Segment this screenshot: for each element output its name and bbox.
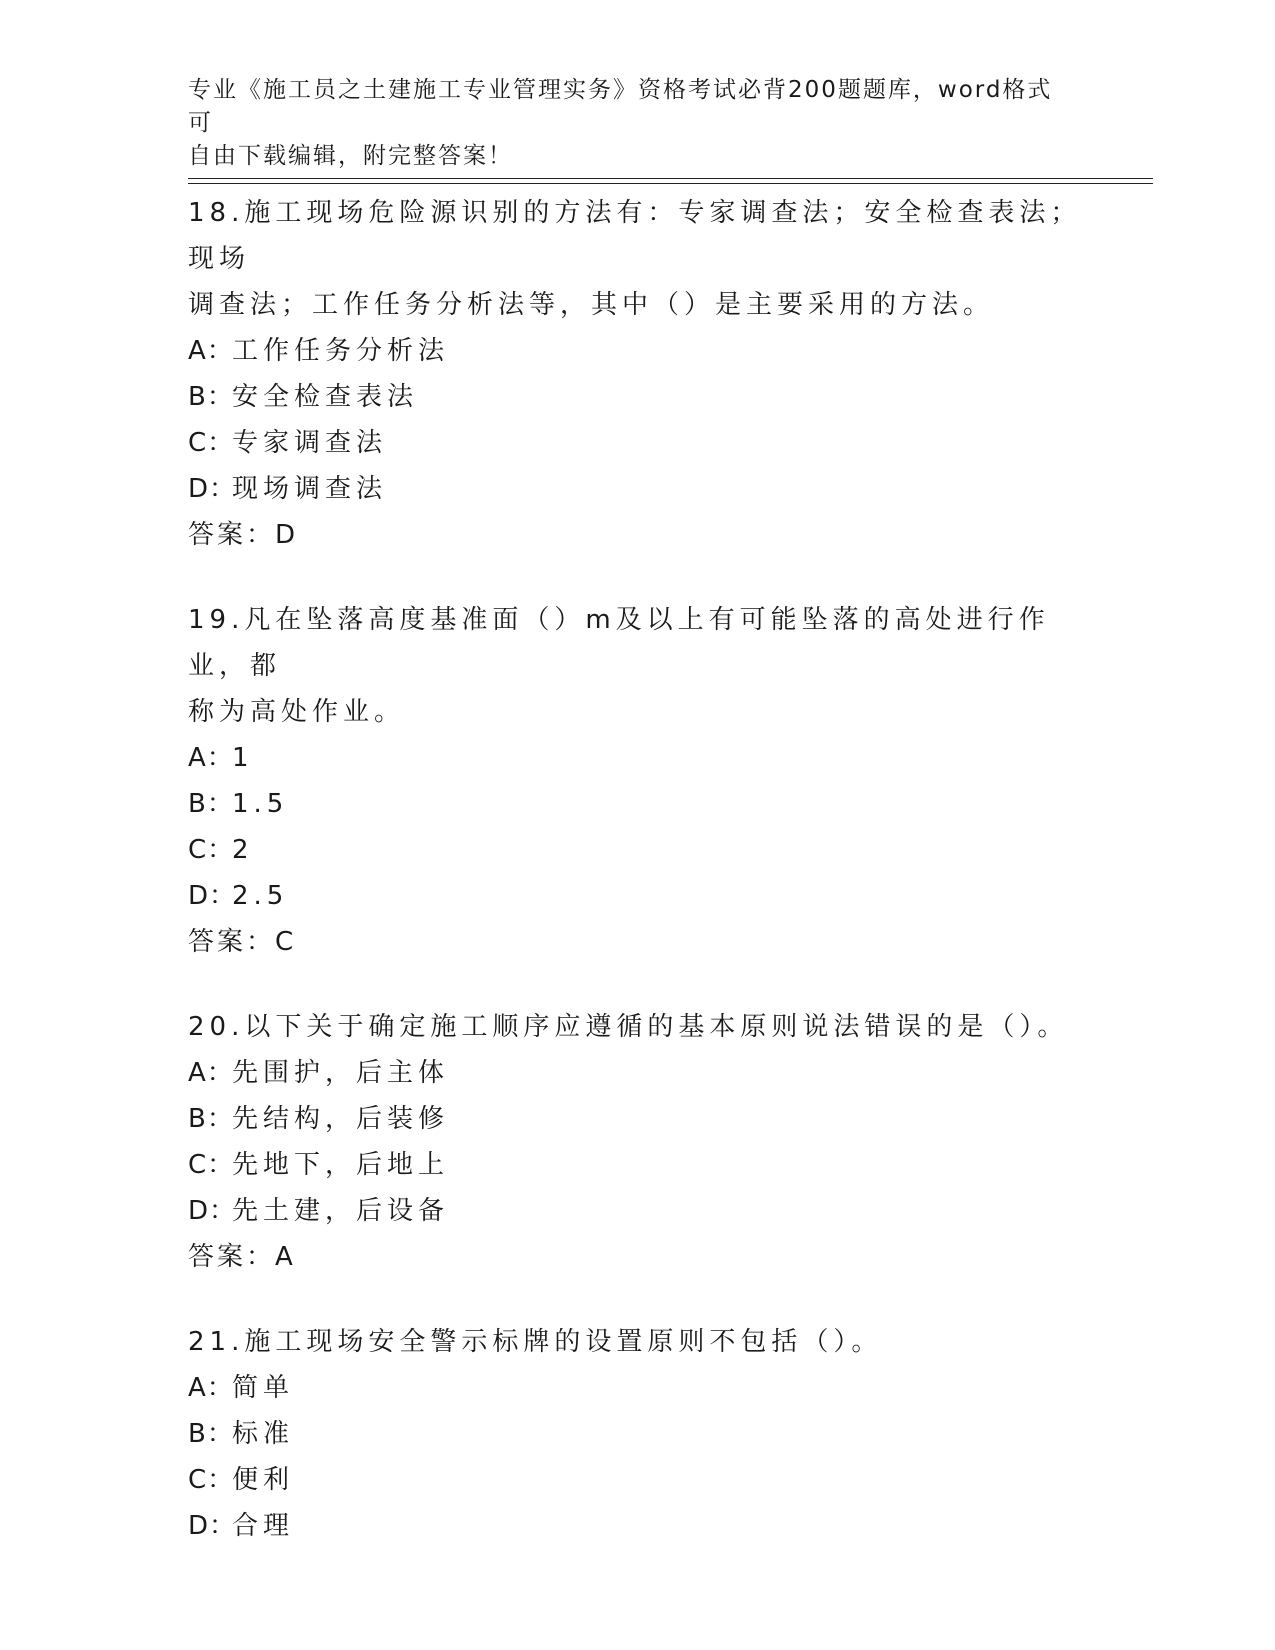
option-letter: C：	[188, 1150, 235, 1180]
option-a	[188, 1050, 1088, 1096]
option-c	[188, 827, 1088, 873]
question-19	[188, 597, 1088, 965]
option-a	[188, 1365, 1088, 1411]
option-d	[188, 1503, 1088, 1549]
answer-line: 答案：C	[188, 927, 297, 957]
option-b	[188, 1096, 1088, 1142]
option-text: 先土建，后设备	[232, 1196, 450, 1226]
option-letter: B：	[188, 1419, 234, 1449]
header-divider-top	[188, 178, 1153, 179]
document-header	[188, 74, 1068, 173]
option-letter: A：	[188, 743, 234, 773]
option-d	[188, 873, 1088, 919]
question-text: 21.施工现场安全警示标牌的设置原则不包括（）。	[188, 1327, 883, 1357]
option-a	[188, 328, 1088, 374]
answer-line: 答案：D	[188, 520, 299, 550]
option-c	[188, 1457, 1088, 1503]
option-letter: A：	[188, 1373, 234, 1403]
answer-line: 答案：A	[188, 1242, 296, 1272]
question-text: 18.施工现场危险源识别的方法有：专家调查法；安全检查表法；现场	[188, 198, 1082, 274]
option-text: 1	[232, 743, 254, 773]
option-text: 标准	[232, 1419, 295, 1449]
option-text: 工作任务分析法	[232, 336, 450, 366]
header-divider-bottom	[188, 183, 1153, 184]
option-letter: C：	[188, 1465, 235, 1495]
question-21	[188, 1319, 1088, 1549]
option-text: 安全检查表法	[232, 382, 419, 412]
option-text: 1.5	[232, 789, 289, 819]
header-line-1: 专业《施工员之土建施工专业管理实务》资格考试必背200题题库，word格式可	[188, 77, 1053, 136]
option-letter: D：	[188, 1196, 237, 1226]
option-text: 先围护，后主体	[232, 1058, 450, 1088]
header-line-2: 自由下载编辑，附完整答案！	[188, 143, 513, 169]
option-d	[188, 1188, 1088, 1234]
option-b	[188, 1411, 1088, 1457]
option-text: 2	[232, 835, 254, 865]
option-letter: D：	[188, 474, 237, 504]
option-letter: B：	[188, 382, 234, 412]
question-text: 19.凡在坠落高度基准面（）m及以上有可能坠落的高处进行作业，都	[188, 605, 1050, 681]
option-letter: D：	[188, 1511, 237, 1541]
option-c	[188, 1142, 1088, 1188]
option-letter: D：	[188, 881, 237, 911]
option-letter: A：	[188, 1058, 234, 1088]
option-text: 现场调查法	[232, 474, 388, 504]
option-letter: A：	[188, 336, 234, 366]
question-18	[188, 190, 1088, 558]
option-b	[188, 374, 1088, 420]
option-text: 便利	[232, 1465, 295, 1495]
question-text-continued: 称为高处作业。	[188, 697, 406, 727]
option-text: 简单	[232, 1373, 295, 1403]
question-text-continued: 调查法；工作任务分析法等，其中（）是主要采用的方法。	[188, 290, 995, 320]
option-b	[188, 781, 1088, 827]
option-text: 合理	[232, 1511, 295, 1541]
option-text: 先结构，后装修	[232, 1104, 450, 1134]
option-letter: C：	[188, 428, 235, 458]
option-d	[188, 466, 1088, 512]
option-letter: C：	[188, 835, 235, 865]
question-text: 20.以下关于确定施工顺序应遵循的基本原则说法错误的是（）。	[188, 1012, 1069, 1042]
option-text: 先地下，后地上	[232, 1150, 450, 1180]
option-text: 专家调查法	[232, 428, 388, 458]
option-a	[188, 735, 1088, 781]
option-text: 2.5	[232, 881, 289, 911]
option-letter: B：	[188, 789, 234, 819]
question-list	[188, 190, 1088, 1588]
option-c	[188, 420, 1088, 466]
question-20	[188, 1004, 1088, 1280]
option-letter: B：	[188, 1104, 234, 1134]
